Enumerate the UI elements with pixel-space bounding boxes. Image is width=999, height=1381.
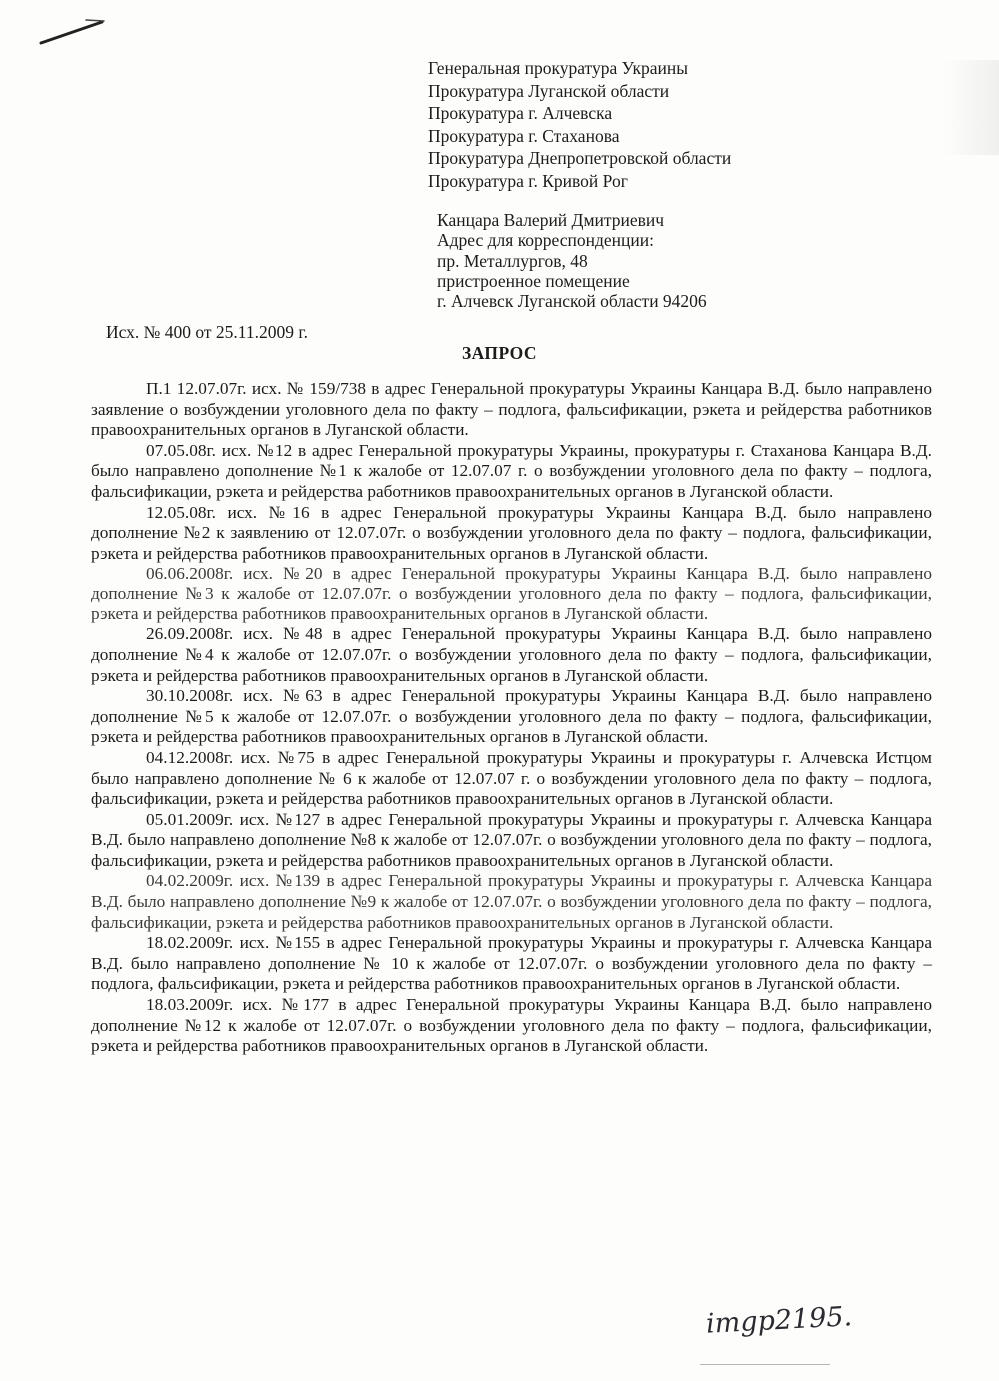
document-body xyxy=(91,379,932,1057)
scan-edge-mark xyxy=(700,1364,830,1375)
document-title: ЗАПРОС xyxy=(461,343,538,363)
body-paragraph: 04.12.2008г. исх. №75 в адрес Генеральной прокуратуры Украины и прокуратуры г. Алчевска Истцом было направлено дополнение № 6 к жалобе от 12.07.07 г. о возбуждении уголовного дела по факту – подлога, фальсификации, рэкета и рейдерства работников правоохранительных органов в Луганской области. xyxy=(91,747,932,809)
body-paragraph: 06.06.2008г. исх. №20 в адрес Генеральной прокуратуры Украины Канцара В.Д. было направлено дополнение №3 к жалобе от 12.07.07г. о возбуждении уголовного дела по факту – подлога, фальсификации, рэкета и рейдерства работников правоохранительных органов в Луганской области. xyxy=(91,564,932,624)
body-paragraph: 05.01.2009г. исх. №127 в адрес Генеральной прокуратуры Украины и прокуратуры г. Алчевска Канцара В.Д. было направлено дополнение №8 к жалобе от 12.07.07г. о возбуждении уголовного дела по факту – подлога, фальсификации, рэкета и рейдерства работников правоохранительных органов в Луганской области. xyxy=(91,809,932,870)
addressee-block xyxy=(428,57,731,193)
sender-address-label: Адрес для корреспонденции: xyxy=(437,230,655,251)
body-paragraph: П.1 12.07.07г. исх. № 159/738 в адрес Генеральной прокуратуры Украины Канцара В.Д. было направлено заявление о возбуждении уголовного дела по факту – подлога, фальсификации, рэкета и рейдерства работников правоохранительных органов в Луганской области. xyxy=(91,379,932,440)
scan-smudge xyxy=(944,60,999,155)
addressee-line: Прокуратура г. Кривой Рог xyxy=(428,170,628,191)
body-paragraph: 18.02.2009г. исх. №155 в адрес Генеральной прокуратуры Украины и прокуратуры г. Алчевска Канцара В.Д. было направлено дополнение № 10 к жалобе от 12.07.07г. о возбуждении уголовного дела по факту – подлога, фальсификации, рэкета и рейдерства работников правоохранительных органов в Луганской области. xyxy=(91,933,932,994)
body-paragraph: 07.05.08г. исх. №12 в адрес Генеральной прокуратуры Украины, прокуратуры г. Стаханова Канцара В.Д. было направлено дополнение №1 к жалобе от 12.07.07 г. о возбуждении уголовного дела по факту – подлога, фальсификации, рэкета и рейдерства работников правоохранительных органов в Луганской области. xyxy=(91,440,932,501)
body-paragraph: 18.03.2009г. исх. №177 в адрес Генеральной прокуратуры Украины Канцара В.Д. было направлено дополнение №12 к жалобе от 12.07.07г. о возбуждении уголовного дела по факту – подлога, фальсификации, рэкета и рейдерства работников правоохранительных органов в Луганской области. xyxy=(91,995,932,1056)
sender-name: Канцара Валерий Дмитриевич xyxy=(437,210,665,230)
addressee-line: Прокуратура Луганской области xyxy=(428,80,670,101)
sender-city: г. Алчевск Луганской области 94206 xyxy=(437,291,707,312)
sender-premises: пристроенное помещение xyxy=(437,270,630,291)
pen-stroke-mark xyxy=(38,18,108,48)
body-paragraph: 04.02.2009г. исх. №139 в адрес Генеральной прокуратуры Украины и прокуратуры г. Алчевска Канцара В.Д. было направлено дополнение №9 к жалобе от 12.07.07г. о возбуждении уголовного дела по факту – подлога, фальсификации, рэкета и рейдерства работников правоохранительных органов в Луганской области. xyxy=(91,871,932,932)
sender-street: пр. Металлургов, 48 xyxy=(437,250,588,271)
addressee-line: Прокуратура г. Алчевска xyxy=(428,103,613,124)
sender-block xyxy=(437,210,707,311)
handwritten-note: imgp2195. xyxy=(705,1301,853,1340)
body-paragraph: 30.10.2008г. исх. №63 в адрес Генеральной прокуратуры Украины Канцара В.Д. было направлено дополнение №5 к жалобе от 12.07.07г. о возбуждении уголовного дела по факту – подлога, фальсификации, рэкета и рейдерства работников правоохранительных органов в Луганской области. xyxy=(91,686,932,747)
body-paragraph: 12.05.08г. исх. №16 в адрес Генеральной прокуратуры Украины Канцара В.Д. было направлено дополнение №2 к заявлению от 12.07.07г. о возбуждении уголовного дела по факту – подлога, фальсификации, рэкета и рейдерства работников правоохранительных органов в Луганской области. xyxy=(91,502,932,563)
addressee-line: Прокуратура Днепропетровской области xyxy=(428,148,732,169)
addressee-line: Прокуратура г. Стаханова xyxy=(428,125,620,146)
outgoing-reference: Исх. № 400 от 25.11.2009 г. xyxy=(106,322,308,342)
addressee-line: Генеральная прокуратура Украины xyxy=(428,58,688,78)
body-paragraph: 26.09.2008г. исх. №48 в адрес Генеральной прокуратуры Украины Канцара В.Д. было направлено дополнение №4 к жалобе от 12.07.07г. о возбуждении уголовного дела по факту – подлога, фальсификации, рэкета и рейдерства работников правоохранительных органов в Луганской области. xyxy=(91,624,932,685)
